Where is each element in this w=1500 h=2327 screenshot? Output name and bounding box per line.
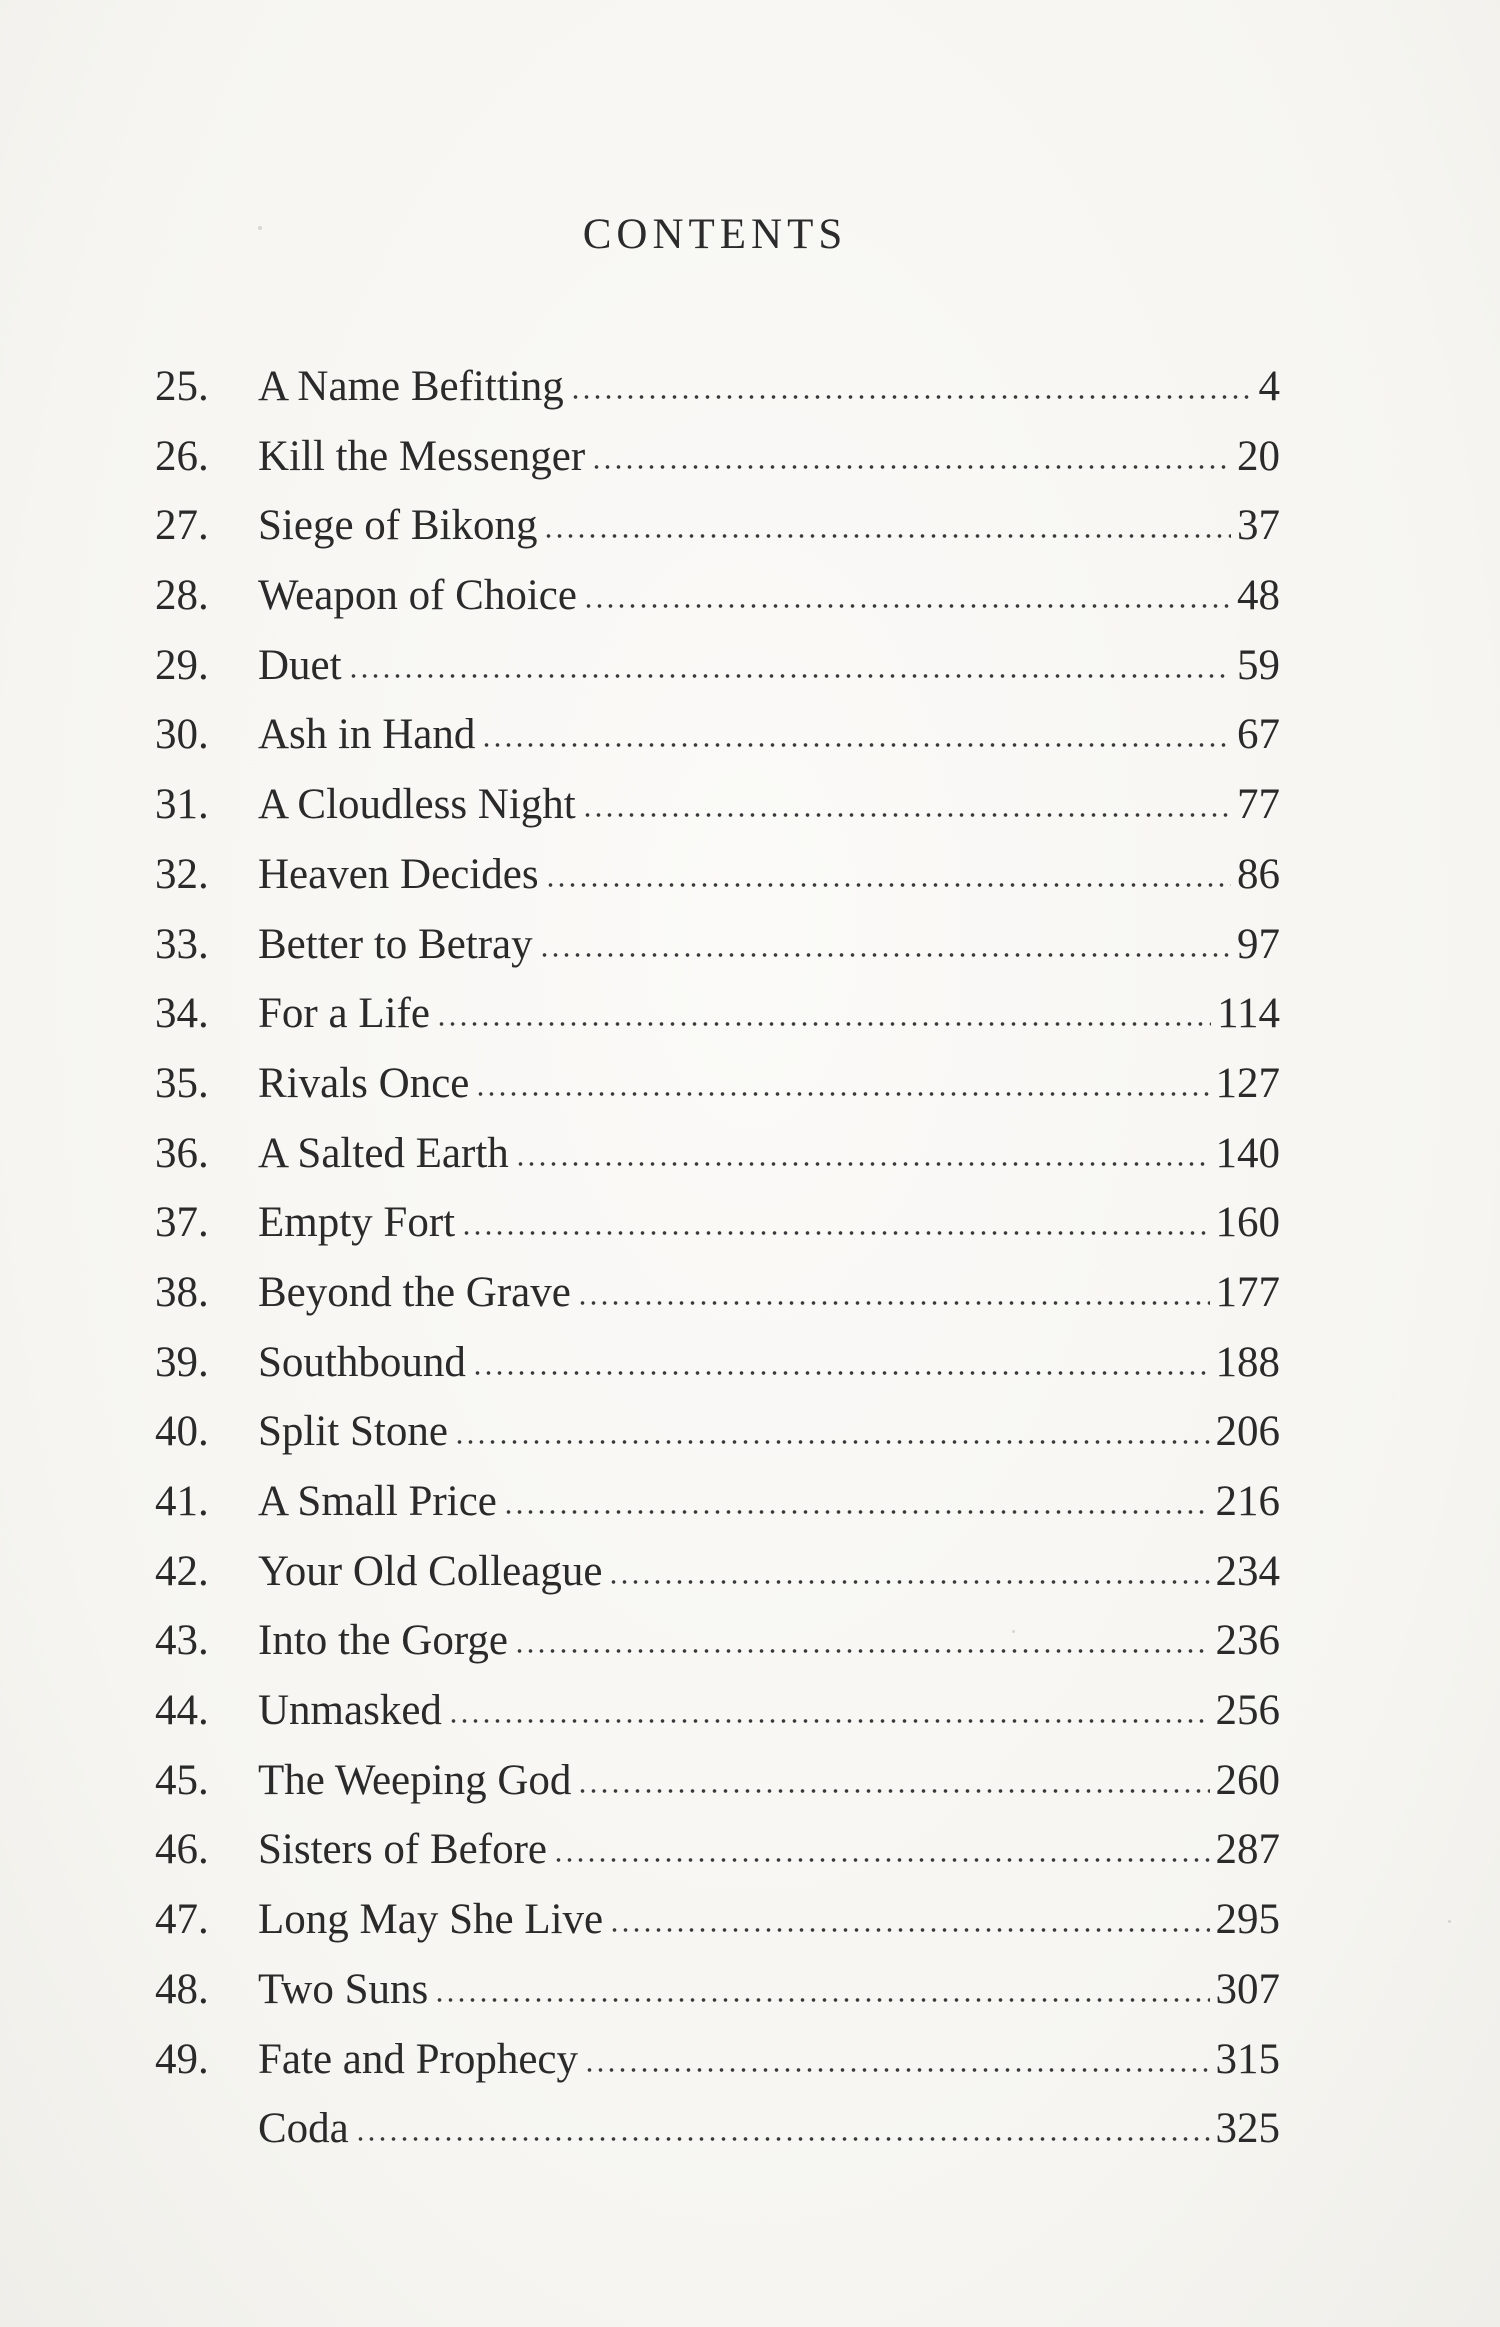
chapter-title: Kill the Messenger bbox=[258, 432, 586, 480]
chapter-title: Unmasked bbox=[258, 1687, 442, 1735]
chapter-number: 25. bbox=[155, 363, 209, 410]
page-number: 295 bbox=[1215, 1896, 1280, 1944]
dot-leader bbox=[577, 1786, 1209, 1796]
chapter-title: Duet bbox=[258, 641, 342, 689]
toc-entry bbox=[155, 1955, 1280, 2025]
chapter-number: 45. bbox=[155, 1756, 209, 1804]
page-number: 114 bbox=[1217, 990, 1280, 1038]
chapter-number: 27. bbox=[155, 502, 209, 550]
toc-entry bbox=[155, 352, 1280, 422]
chapter-number: 44. bbox=[155, 1687, 209, 1735]
chapter-number: 39. bbox=[155, 1338, 209, 1386]
page-number: 77 bbox=[1237, 781, 1280, 829]
chapter-number: 47. bbox=[155, 1896, 209, 1944]
page-number: 236 bbox=[1215, 1617, 1280, 1665]
toc-entry bbox=[155, 1258, 1280, 1328]
chapter-number: 42. bbox=[155, 1547, 209, 1595]
page-number: 140 bbox=[1215, 1129, 1280, 1177]
page-number: 86 bbox=[1237, 850, 1280, 898]
page-number: 188 bbox=[1215, 1338, 1280, 1386]
chapter-number: 37. bbox=[155, 1199, 209, 1247]
toc-entry bbox=[155, 1328, 1280, 1398]
chapter-number: 34. bbox=[155, 990, 209, 1038]
chapter-number: 43. bbox=[155, 1617, 209, 1665]
toc-entry bbox=[155, 2094, 1280, 2164]
page-number: 20 bbox=[1237, 432, 1280, 480]
toc-entry bbox=[155, 979, 1280, 1049]
page-number: 287 bbox=[1215, 1826, 1280, 1874]
page-number: 260 bbox=[1215, 1756, 1280, 1804]
chapter-title: Split Stone bbox=[258, 1408, 448, 1456]
toc-entry bbox=[155, 561, 1280, 631]
dot-leader bbox=[539, 950, 1231, 960]
page-number: 127 bbox=[1215, 1059, 1280, 1107]
toc-entry bbox=[155, 422, 1280, 492]
toc-entry bbox=[155, 1049, 1280, 1119]
chapter-title: A Salted Earth bbox=[258, 1129, 509, 1177]
chapter-number: 36. bbox=[155, 1129, 209, 1177]
dot-leader bbox=[577, 1298, 1210, 1308]
toc-entry bbox=[155, 1119, 1280, 1189]
dot-leader bbox=[608, 1577, 1209, 1587]
page-number: 160 bbox=[1215, 1199, 1280, 1247]
toc-entry bbox=[155, 770, 1280, 840]
chapter-number: 32. bbox=[155, 850, 209, 898]
page-number: 307 bbox=[1215, 1965, 1280, 2013]
page-number: 206 bbox=[1215, 1408, 1280, 1456]
page-number: 256 bbox=[1215, 1687, 1280, 1735]
dot-leader bbox=[583, 601, 1231, 611]
dot-leader bbox=[545, 880, 1231, 890]
toc-entry bbox=[155, 1537, 1280, 1607]
toc-entry bbox=[155, 910, 1280, 980]
chapter-title: Weapon of Choice bbox=[258, 572, 577, 620]
chapter-number: 33. bbox=[155, 920, 209, 968]
page-number: 177 bbox=[1215, 1268, 1280, 1316]
page-number: 234 bbox=[1215, 1547, 1280, 1595]
chapter-title: The Weeping God bbox=[258, 1756, 572, 1804]
chapter-number: 46. bbox=[155, 1826, 209, 1874]
dot-leader bbox=[553, 1855, 1210, 1865]
page-number: 37 bbox=[1237, 502, 1280, 550]
chapter-number: 28. bbox=[155, 572, 209, 620]
toc-entry bbox=[155, 700, 1280, 770]
chapter-number: 35. bbox=[155, 1059, 209, 1107]
dot-leader bbox=[609, 1925, 1209, 1935]
dot-leader bbox=[582, 810, 1231, 820]
page-number: 67 bbox=[1237, 711, 1280, 759]
chapter-title: Southbound bbox=[258, 1338, 466, 1386]
toc-entry bbox=[155, 1397, 1280, 1467]
toc-entry bbox=[155, 1188, 1280, 1258]
chapter-title: A Name Befitting bbox=[258, 363, 564, 410]
chapter-title: Beyond the Grave bbox=[258, 1268, 571, 1316]
chapter-number: 26. bbox=[155, 432, 209, 480]
chapter-number: 29. bbox=[155, 641, 209, 689]
dot-leader bbox=[436, 1019, 1211, 1029]
chapter-title: Into the Gorge bbox=[258, 1617, 508, 1665]
chapter-number: 48. bbox=[155, 1965, 209, 2013]
toc-entry bbox=[155, 491, 1280, 561]
dot-leader bbox=[570, 392, 1253, 402]
chapter-title: Sisters of Before bbox=[258, 1826, 547, 1874]
toc-entry bbox=[155, 1467, 1280, 1537]
dot-leader bbox=[503, 1507, 1210, 1517]
page-number: 97 bbox=[1237, 920, 1280, 968]
chapter-title: Better to Betray bbox=[258, 920, 533, 968]
dot-leader bbox=[461, 1228, 1209, 1238]
toc-entry bbox=[155, 2025, 1280, 2095]
dot-leader bbox=[591, 462, 1231, 472]
chapter-number: 38. bbox=[155, 1268, 209, 1316]
toc-entry bbox=[155, 1676, 1280, 1746]
chapter-title: A Cloudless Night bbox=[258, 781, 576, 829]
dot-leader bbox=[355, 2134, 1210, 2144]
table-of-contents bbox=[155, 352, 1280, 2164]
dot-leader bbox=[584, 2065, 1209, 2075]
toc-entry bbox=[155, 840, 1280, 910]
page-number: 4 bbox=[1258, 363, 1280, 410]
chapter-number: 49. bbox=[155, 2035, 209, 2083]
paper-speck bbox=[1448, 1920, 1451, 1923]
dot-leader bbox=[514, 1646, 1210, 1656]
page-number: 315 bbox=[1215, 2035, 1280, 2083]
chapter-number: 30. bbox=[155, 711, 209, 759]
chapter-title: Siege of Bikong bbox=[258, 502, 538, 550]
chapter-title: Two Suns bbox=[258, 1965, 429, 2013]
chapter-number: 41. bbox=[155, 1478, 209, 1525]
dot-leader bbox=[481, 740, 1231, 750]
chapter-title: For a Life bbox=[258, 990, 430, 1038]
chapter-title: A Small Price bbox=[258, 1478, 497, 1525]
chapter-title: Long May She Live bbox=[258, 1896, 604, 1944]
page-number: 216 bbox=[1215, 1478, 1280, 1525]
page-number: 59 bbox=[1237, 641, 1280, 689]
chapter-title: Your Old Colleague bbox=[258, 1547, 603, 1595]
toc-entry bbox=[155, 1885, 1280, 1955]
dot-leader bbox=[454, 1437, 1210, 1447]
dot-leader bbox=[515, 1159, 1210, 1169]
toc-entry bbox=[155, 631, 1280, 701]
dot-leader bbox=[472, 1368, 1210, 1378]
page-number: 48 bbox=[1237, 572, 1280, 620]
page-number: 325 bbox=[1215, 2105, 1280, 2153]
chapter-number: 31. bbox=[155, 781, 209, 829]
dot-leader bbox=[448, 1716, 1210, 1726]
toc-entry bbox=[155, 1815, 1280, 1885]
dot-leader bbox=[475, 1089, 1209, 1099]
chapter-title: Ash in Hand bbox=[258, 711, 476, 759]
toc-entry bbox=[155, 1606, 1280, 1676]
chapter-title: Rivals Once bbox=[258, 1059, 470, 1107]
dot-leader bbox=[348, 671, 1231, 681]
dot-leader bbox=[434, 1995, 1209, 2005]
page-title: CONTENTS bbox=[582, 211, 848, 258]
chapter-title: Heaven Decides bbox=[258, 850, 539, 898]
chapter-title: Fate and Prophecy bbox=[258, 2035, 579, 2083]
dot-leader bbox=[543, 531, 1231, 541]
chapter-title: Empty Fort bbox=[258, 1199, 456, 1247]
chapter-number: 40. bbox=[155, 1408, 209, 1456]
toc-entry bbox=[155, 1746, 1280, 1816]
chapter-title: Coda bbox=[258, 2105, 349, 2153]
